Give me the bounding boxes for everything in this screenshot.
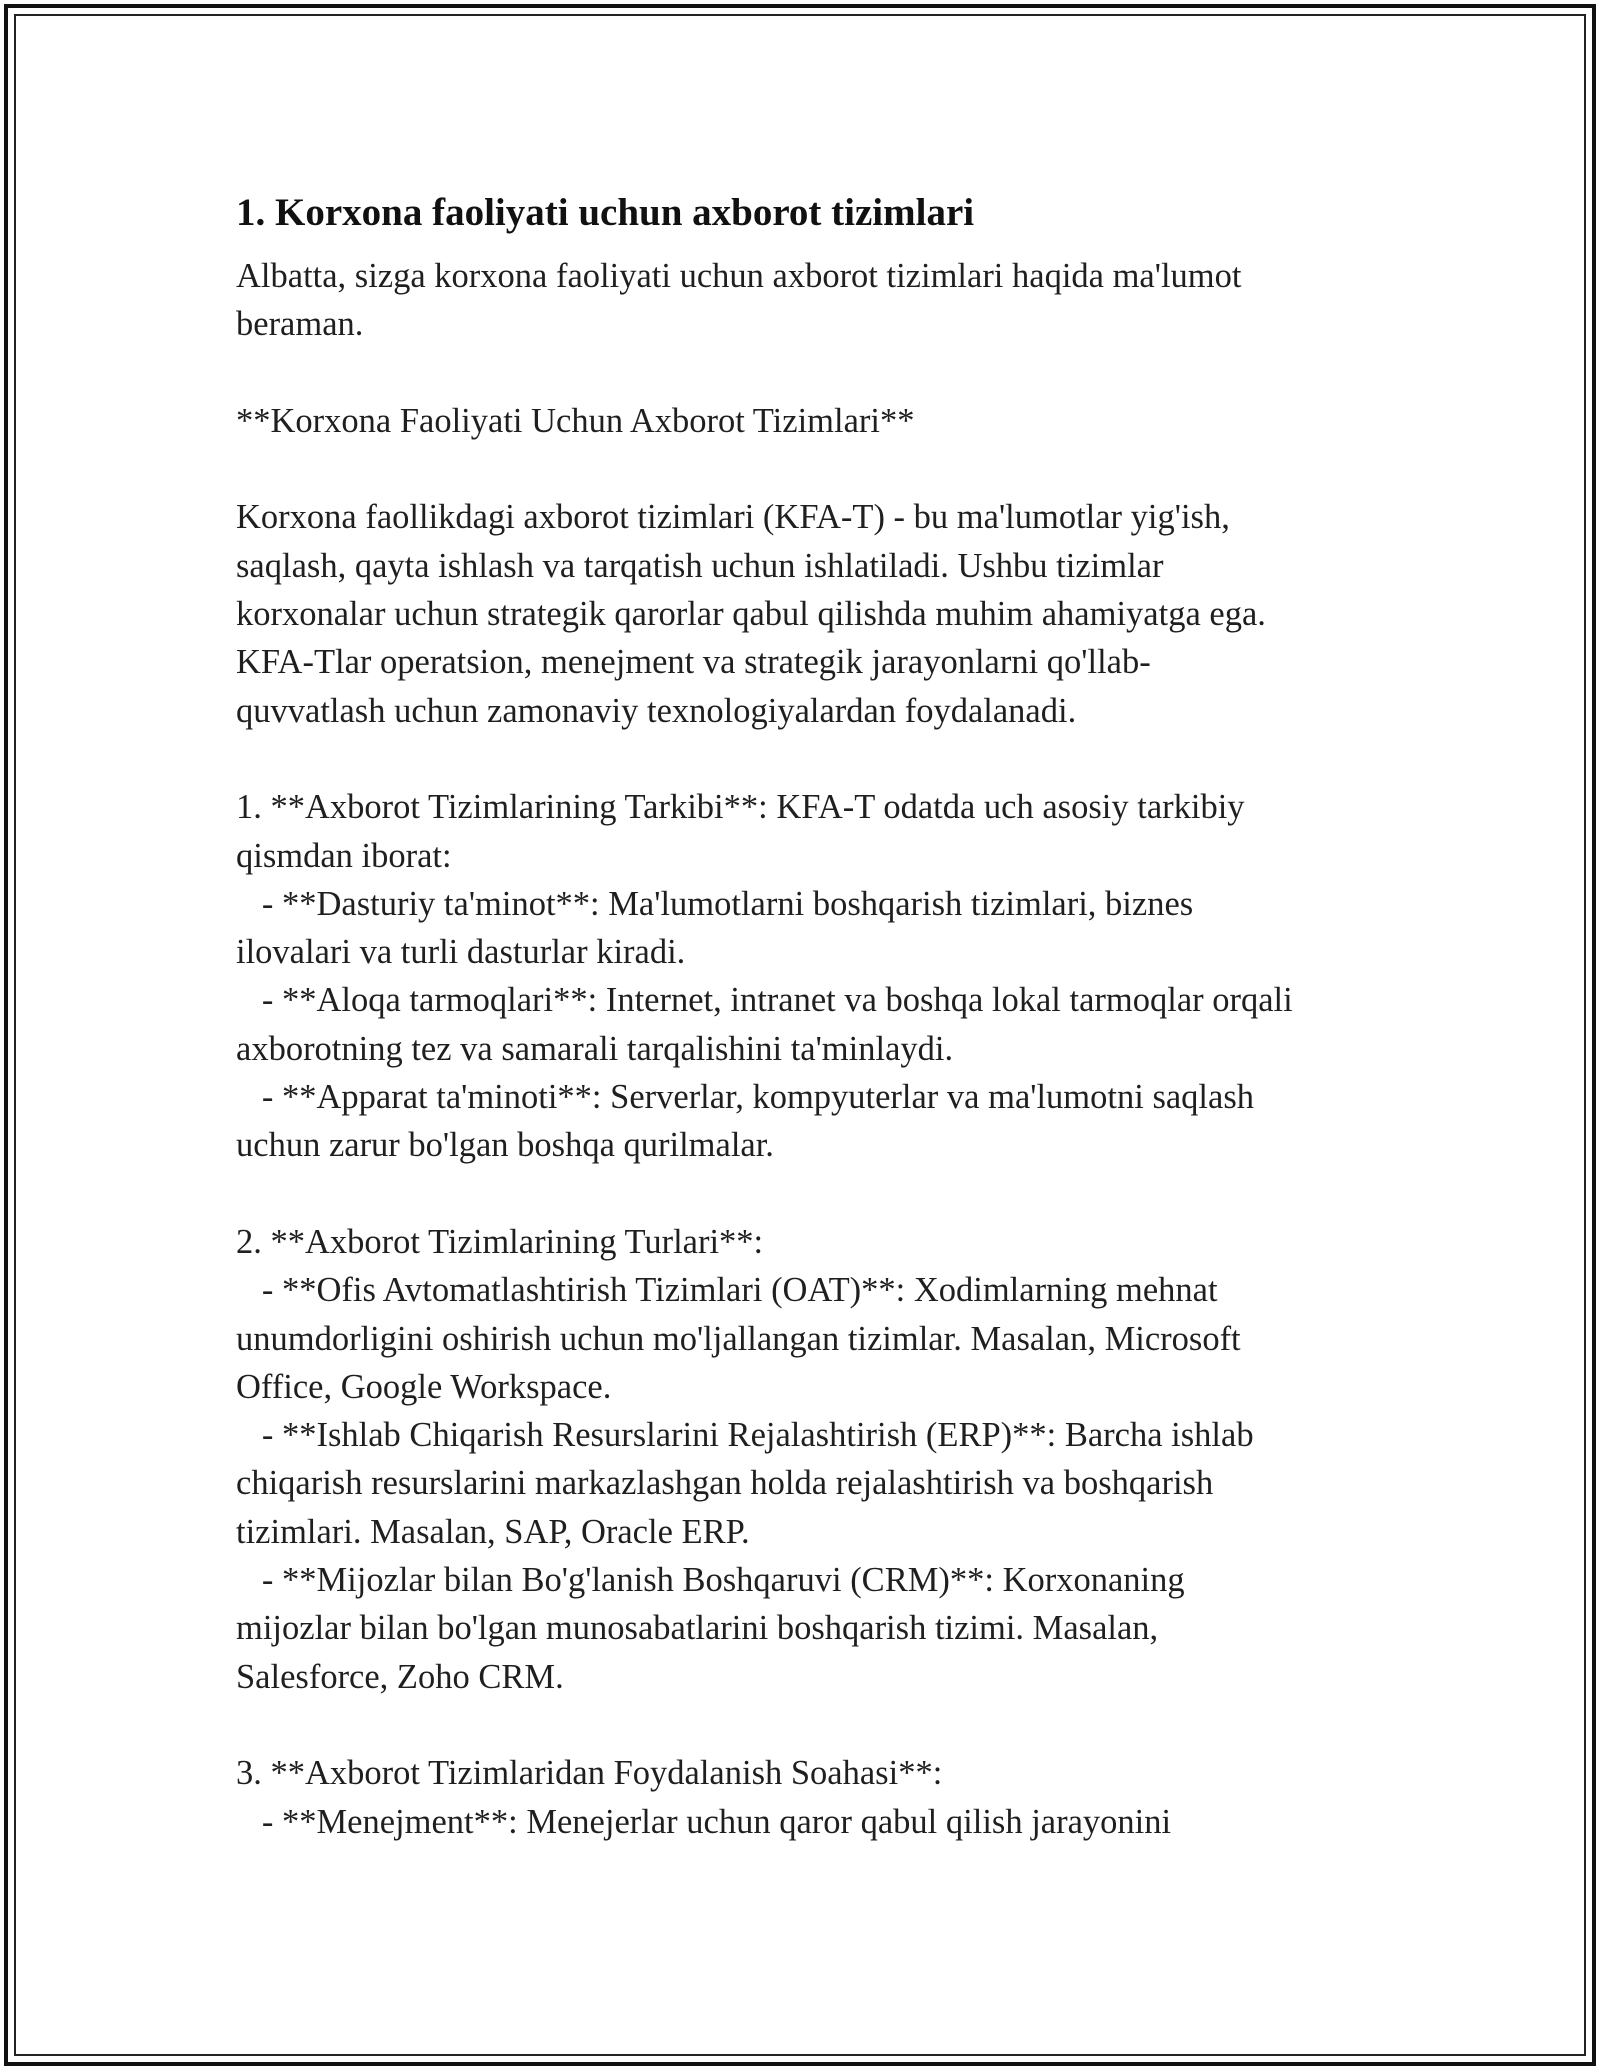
document-content (236, 186, 1376, 1846)
document-title: 1. Korxona faoliyati uchun axborot tizimlari (236, 191, 975, 234)
document-body: Albatta, sizga korxona faoliyati uchun axborot tizimlari haqida ma'lumot beraman. **Korxona Faoliyati Uchun Axborot Tizimlari** Korxona faollikdagi axborot tizimlari (KFA-T) - bu ma'lumotlar yig'ish, saqlash, qayta ishlash va tarqatish uchun ishlatiladi. Ushbu tizimlar korxonalar uchun strategik qarorlar qabul qilishda muhim ahamiyatga ega. KFA-Tlar operatsion, menejment va strategik jarayonlarni qo'llab- quvvatlash uchun zamonaviy texnologiyalardan foydalanadi. 1. **Axborot Tizimlarining Tarkibi**: KFA-T odatda uch asosiy tarkibiy qismdan iborat: - **Dasturiy ta'minot**: Ma'lumotlarni boshqarish tizimlari, biznes ilovalari va turli dasturlar kiradi. - **Aloqa tarmoqlari**: Internet, intranet va boshqa lokal tarmoqlar orqali axborotning tez va samarali tarqalishini ta'minlaydi. - **Apparat ta'minoti**: Serverlar, kompyuterlar va ma'lumotni saqlash uchun zarur bo'lgan boshqa qurilmalar. 2. **Axborot Tizimlarining Turlari**: - **Ofis Avtomatlashtirish Tizimlari (OAT)**: Xodimlarning mehnat unumdorligini oshirish uchun mo'ljallangan tizimlar. Masalan, Microsoft Office, Google Workspace. - **Ishlab Chiqarish Resurslarini Rejalashtirish (ERP)**: Barcha ishlab chiqarish resurslarini markazlashgan holda rejalashtirish va boshqarish tizimlari. Masalan, SAP, Oracle ERP. - **Mijozlar bilan Bo'g'lanish Boshqaruvi (CRM)**: Korxonaning mijozlar bilan bo'lgan munosabatlarini boshqarish tizimi. Masalan, Salesforce, Zoho CRM. 3. **Axborot Tizimlaridan Foydalanish Soahasi**: - **Menejment**: Menejerlar uchun qaror qabul qilish jarayonini (236, 257, 1293, 1841)
